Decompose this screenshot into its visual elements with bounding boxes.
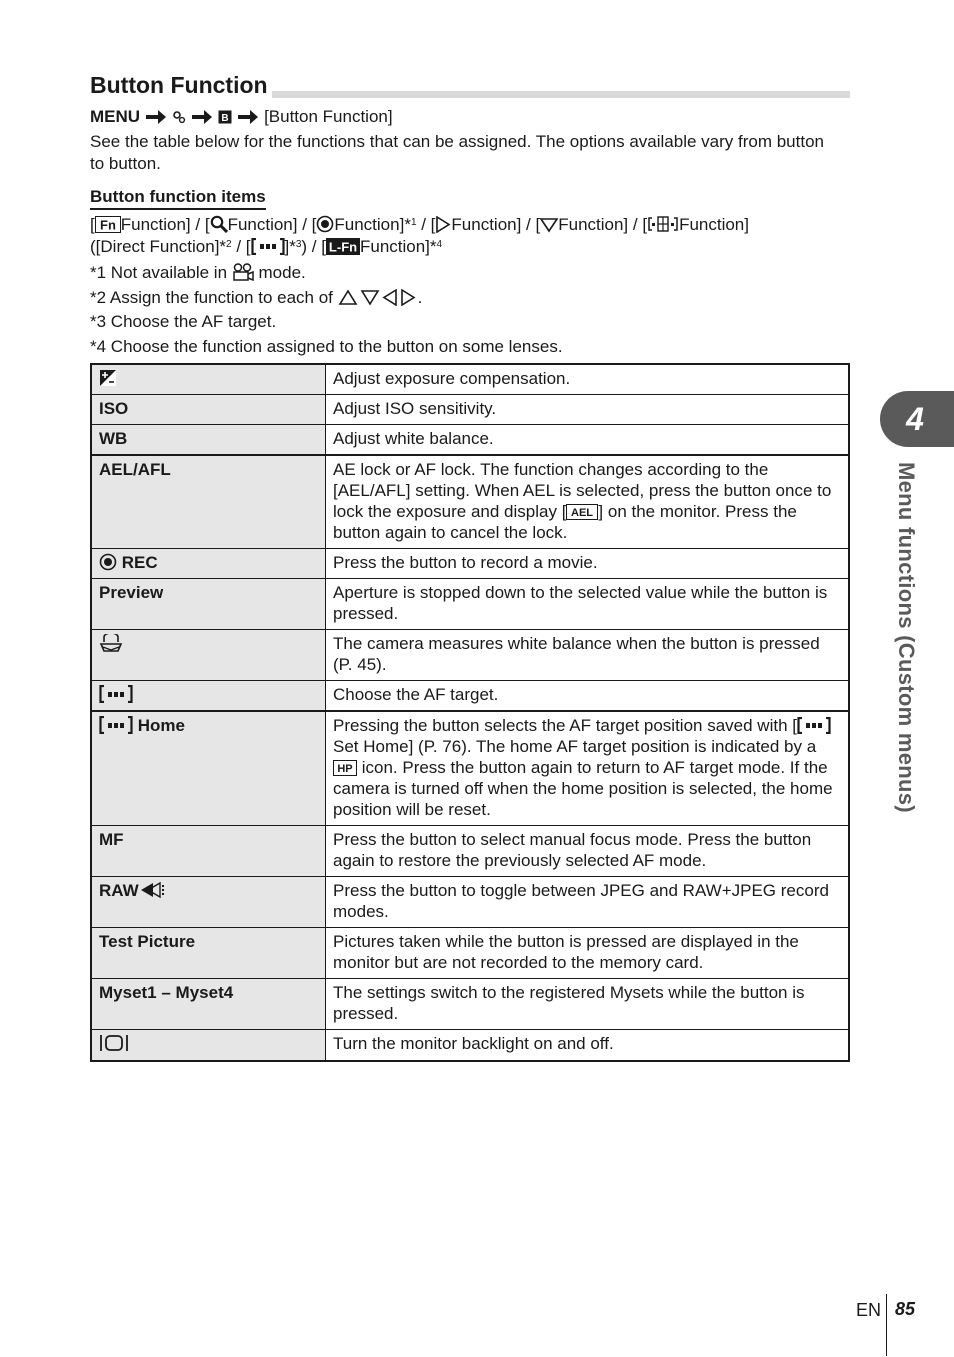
table-key: RAW (91, 877, 326, 928)
menu-label: MENU (90, 107, 141, 126)
arrow-right-icon (191, 109, 213, 125)
ael-badge-icon (566, 504, 598, 520)
svg-text:B: B (221, 113, 229, 124)
magnify-icon (210, 215, 228, 233)
table-value: Adjust white balance. (326, 425, 850, 456)
table-row (91, 877, 849, 928)
table-value: Press the button to select manual focus mode. Press the button again to restore the previously selected AF mode. (326, 826, 850, 877)
record-icon (99, 553, 117, 571)
footer-divider (886, 1294, 887, 1356)
chapter-title (893, 462, 923, 842)
table-key: Myset1 – Myset4 (91, 979, 326, 1030)
table-value: Aperture is stopped down to the selected value while the button is pressed. (326, 579, 850, 630)
table-row (91, 425, 849, 456)
table-row (91, 549, 849, 579)
items-line-1: [ Fn Function] / [ Function] / [ Function]*$^1$ / [ Function] / [ Function] / [ Function] (90, 215, 749, 234)
title-area (90, 72, 850, 102)
table-row (91, 395, 849, 425)
jpeg-quality-icon (139, 881, 167, 899)
footer-language: EN (856, 1300, 882, 1320)
backlight-icon (99, 1033, 129, 1053)
af-target-icon (99, 685, 133, 703)
table-key: WB (91, 425, 326, 456)
svg-text:HP: HP (337, 763, 353, 775)
description: See the table below for the functions that can be assigned. The options available vary from button to button. (90, 132, 824, 173)
table-row (91, 979, 849, 1030)
table-row (91, 711, 849, 826)
exposure-compensation-icon (99, 369, 117, 387)
record-icon (316, 215, 334, 233)
af-target-icon (797, 717, 831, 734)
svg-text:L-Fn: L-Fn (328, 239, 358, 255)
arrow-right-icon (237, 109, 259, 125)
chapter-number: 4 (906, 401, 924, 437)
table-value: Turn the monitor backlight on and off. (326, 1030, 850, 1062)
af-home-icon (647, 215, 679, 233)
table-value: Press the button to toggle between JPEG and RAW+JPEG record modes. (326, 877, 850, 928)
table-key: MF (91, 826, 326, 877)
note-3: *3 Choose the AF target. (90, 312, 277, 331)
chapter-title-text: Menu functions (Custom menus) (894, 462, 919, 813)
table-row (91, 630, 849, 681)
title-rule (272, 91, 850, 98)
arrow-right-icon (145, 109, 167, 125)
table-value: The camera measures white balance when the button is pressed (P. 45). (326, 630, 850, 681)
table-key: REC (91, 549, 326, 579)
arrow-keys-icon (338, 289, 418, 306)
arrow-down-outline-icon (540, 217, 558, 233)
note-1: *1 Not available in mode. (90, 263, 306, 282)
table-key: AEL/AFL (91, 455, 326, 549)
note-2: *2 Assign the function to each of . (90, 287, 423, 307)
table-value: Press the button to record a movie. (326, 549, 850, 579)
gears-icon (172, 110, 186, 124)
table-row (91, 1030, 849, 1062)
table-row (91, 364, 849, 395)
function-table (90, 363, 850, 1062)
table-key (91, 1030, 326, 1062)
table-key: Test Picture (91, 928, 326, 979)
table-key: Home (91, 711, 326, 826)
table-row (91, 826, 849, 877)
table-key (91, 681, 326, 712)
l-fn-icon (326, 238, 360, 255)
arrow-right-outline-icon (435, 216, 451, 233)
svg-text:AEL: AEL (571, 507, 594, 519)
page-number: 85 (895, 1299, 916, 1319)
function-items (90, 214, 840, 258)
table-value: Pictures taken while the button is pressed are displayed in the monitor but are not recorded to the memory card. (326, 928, 850, 979)
svg-text:Fn: Fn (99, 217, 116, 233)
af-target-icon (251, 238, 285, 255)
hp-badge-icon (333, 760, 357, 776)
table-row (91, 928, 849, 979)
table-row (91, 455, 849, 549)
table-value: The settings switch to the registered Mysets while the button is pressed. (326, 979, 850, 1030)
table-value: Pressing the button selects the AF target position saved with [ Set Home] (P. 76). The home AF target position is indicated by a HP icon. Press the button again to return to AF target mode. If the camera is turned off when the home position is selected, the home position will be reset. (326, 711, 850, 826)
af-target-icon (99, 716, 133, 734)
notes (90, 261, 563, 359)
table-value: AE lock or AF lock. The function changes according to the [AEL/AFL] setting. When AEL is selected, press the button once to lock the exposure and display [ AEL ] on the monitor. Press the button again to cancel the lock. (326, 455, 850, 549)
table-row (91, 681, 849, 712)
table-value: Adjust ISO sensitivity. (326, 395, 850, 425)
menu-path (90, 107, 393, 127)
items-line-2: ([Direct Function]*$^2$ / [ ]*$^3$) / [ L-Fn Function]*$^4$ (90, 237, 443, 256)
fn-button-icon (95, 216, 121, 233)
menu-target: [Button Function] (264, 107, 393, 126)
table-key (91, 630, 326, 681)
table-value: Choose the AF target. (326, 681, 850, 712)
one-touch-wb-icon (99, 634, 123, 652)
table-key: Preview (91, 579, 326, 630)
custom-menu-b-icon (218, 110, 232, 124)
table-key: ISO (91, 395, 326, 425)
table-key (91, 364, 326, 395)
table-value: Adjust exposure compensation. (326, 364, 850, 395)
note-4: *4 Choose the function assigned to the button on some lenses. (90, 336, 563, 356)
table-row (91, 579, 849, 630)
section-heading: Button function items (90, 187, 266, 210)
page-title: Button Function (90, 72, 272, 99)
movie-mode-icon (232, 263, 254, 281)
